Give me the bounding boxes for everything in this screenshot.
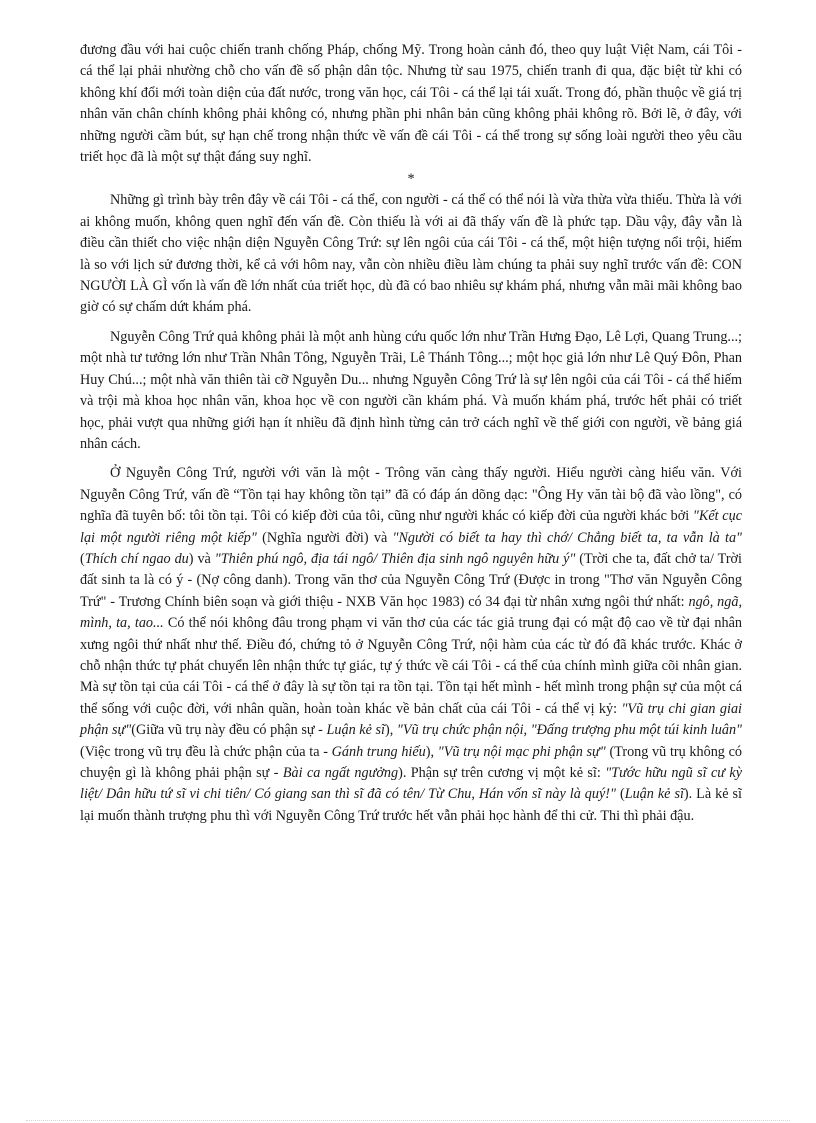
quote-italic: "Người có biết ta hay thì chớ/ Chẳng biết ta, ta vẫn là ta" [392, 529, 743, 546]
quote-italic: "Vũ trụ nội mạc phi phận sự" [437, 743, 606, 760]
text-run: ). Là kẻ sĩ lại muốn thành trượng phu thì với Nguyễn Công Trứ trước hết vẫn phải học hành để thi cử. Thi thì phải đậu. [80, 786, 742, 824]
work-title-italic: Gánh trung hiếu [331, 743, 426, 760]
text-run: ( [80, 550, 85, 567]
text-run: ), [425, 743, 438, 760]
work-title-italic: Bài ca ngất ngưởng [282, 765, 399, 781]
document-page [80, 40, 742, 827]
text-run: (Giữa vũ trụ này đều có phận sự - [131, 722, 327, 739]
work-title-italic: Luận kẻ sĩ [326, 722, 385, 739]
section-separator: * [407, 171, 415, 188]
text-run: ), [384, 722, 397, 739]
text-run: ). Phận sự trên cương vị một kẻ sĩ: [398, 765, 606, 781]
quote-italic: "Tước hữu ngũ sĩ cư kỳ liệt/ Dân hữu tứ sĩ vi chi tiên/ Có giang san thì sĩ đã có tên/ Từ Chu, Hán vốn sĩ này là quý!" [80, 765, 742, 803]
paragraph-4 [80, 463, 742, 827]
paragraph-1: đương đầu với hai cuộc chiến tranh chống Pháp, chống Mỹ. Trong hoàn cảnh đó, theo quy luật Việt Nam, cái Tôi - cá thể lại phải nhường chỗ cho vấn đề số phận dân tộc. Nhưng từ sau 1975, chiến tranh đi qua, đặc biệt từ khi có không khí đổi mới toàn diện của đất nước, trong văn học, cái Tôi - cá thể lại tái xuất. Trong đó, phần thuộc về giá trị nhân văn chân chính không phải không có, nhưng phần phi nhân bản cũng không phải không rõ. Bởi lẽ, ở đây, với những người cầm bút, sự hạn chế trong nhận thức về vấn đề cái Tôi - cá thể trong sự sống loài người theo yêu cầu triết học đã là một sự thật đáng suy nghĩ. [80, 42, 742, 166]
work-title-italic: Thích chí ngao du [84, 550, 189, 567]
text-run: (Nghĩa người đời) và [256, 529, 393, 546]
text-run: ( [615, 786, 625, 803]
text-run: (Trong vũ trụ không có chuyện gì là không phải phận sự - [80, 743, 742, 781]
page-bottom-edge [26, 1120, 790, 1121]
quote-italic: "Kết cục lại một người riêng một kiếp" [80, 508, 742, 546]
text-run: Có thể nói không đâu trong phạm vi văn thơ của các tác giả trung đại có mật độ cao về từ đại nhân xưng ngôi thứ nhất như thế. Điều đó, chứng tỏ ở Nguyễn Công Trứ, nội hàm của các từ đó đã khác trước. Khác ở chỗ nhận thức tự phát chuyển lên nhận thức tự giác, tự ý thức về cái Tôi - cá thể của chính mình giữa cõi nhân gian. Mà sự tồn tại của cái Tôi - cá thể ở đây là sự tồn tại ra tồn tại. Tồn tại hết mình - hết mình trong phận sự của một cá thể sống với cuộc đời, với nhân quần, hoàn toàn khác về bản chất của cái Tôi - cá thể vị kỷ: [80, 615, 743, 717]
text-run: (Việc trong vũ trụ đều là chức phận của ta - [80, 743, 332, 760]
quote-italic: "Thiên phú ngô, địa tái ngô/ Thiên địa sinh ngô nguyên hữu ý" [214, 550, 576, 567]
text-run: (Trời che ta, đất chở ta/ Trời đất sinh ta là có ý - (Nợ công danh). Trong văn thơ của Nguyễn Công Trứ (Được in trong "Thơ văn Nguyễn Công Trứ" - Trương Chính biên soạn và giới thiệu - NXB Văn học 1983) có 34 đại từ nhân xưng ngôi thứ nhất: [80, 550, 742, 610]
pronoun-list-italic: ngô, ngã, mình, ta, tao... [80, 593, 742, 632]
paragraph-3: Nguyễn Công Trứ quả không phải là một anh hùng cứu quốc lớn như Trần Hưng Đạo, Lê Lợi, Quang Trung...; một nhà tư tưởng lớn như Trần Nhân Tông, Nguyễn Trãi, Lê Thánh Tông...; một học giả lớn như Lê Quý Đôn, Phan Huy Chú...; một nhà văn thiên tài cỡ Nguyễn Du... nhưng Nguyễn Công Trứ là sự lên ngôi của cái Tôi - cá thể hiếm và trội mà khoa học nhân văn, khoa học về con người cần khám phá. Và muốn khám phá, trước hết phải có triết học, phải vượt qua những giới hạn ít nhiều đã định hình từng cản trở cách nghĩ về thế giới con người, về bảng giá nhân cách. [80, 328, 742, 452]
work-title-italic: Luận kẻ sĩ [624, 786, 684, 803]
quote-italic: "Vũ trụ chức phận nội, "Đấng trượng phu một túi kinh luân" [396, 722, 742, 739]
text-run: Ở Nguyễn Công Trứ, người với văn là một - Trông văn càng thấy người. Hiểu người càng hiểu văn. Với Nguyễn Công Trứ, vấn đề “Tồn tại hay không tồn tại” đã có đáp án dõng dạc: "Ông Hy văn tài bộ đã vào lồng", có nghĩa đã tuyên bố: tôi tồn tại. Tôi có kiếp đời của tôi, cũng như người khác có kiếp đời của người khác bởi [80, 465, 742, 525]
text-run: ) và [188, 550, 215, 567]
paragraph-2: Những gì trình bày trên đây về cái Tôi - cá thể, con người - cá thể có thể nói là vừa thừa vừa thiếu. Thừa là với ai không muốn, không quen nghĩ đến vấn đề. Còn thiếu là với ai đã thấy vấn đề là phức tạp. Dầu vậy, đây vẫn là điều cần thiết cho việc nhận diện Nguyễn Công Trứ: sự lên ngôi của cái Tôi - cá thể, một hiện tượng nổi trội, hiếm là so với lịch sử đương thời, kể cả với hôm nay, vẫn còn nhiều điều làm chúng ta phải suy nghĩ trước vấn đề: CON NGƯỜI LÀ GÌ vốn là vấn đề lớn nhất của triết học, dù đã có bao nhiêu sự khám phá, nhưng vẫn mãi mãi không bao giờ có sự chấm dứt khám phá. [80, 192, 742, 316]
quote-italic: "Vũ trụ chi gian giai phận sự" [80, 700, 742, 739]
